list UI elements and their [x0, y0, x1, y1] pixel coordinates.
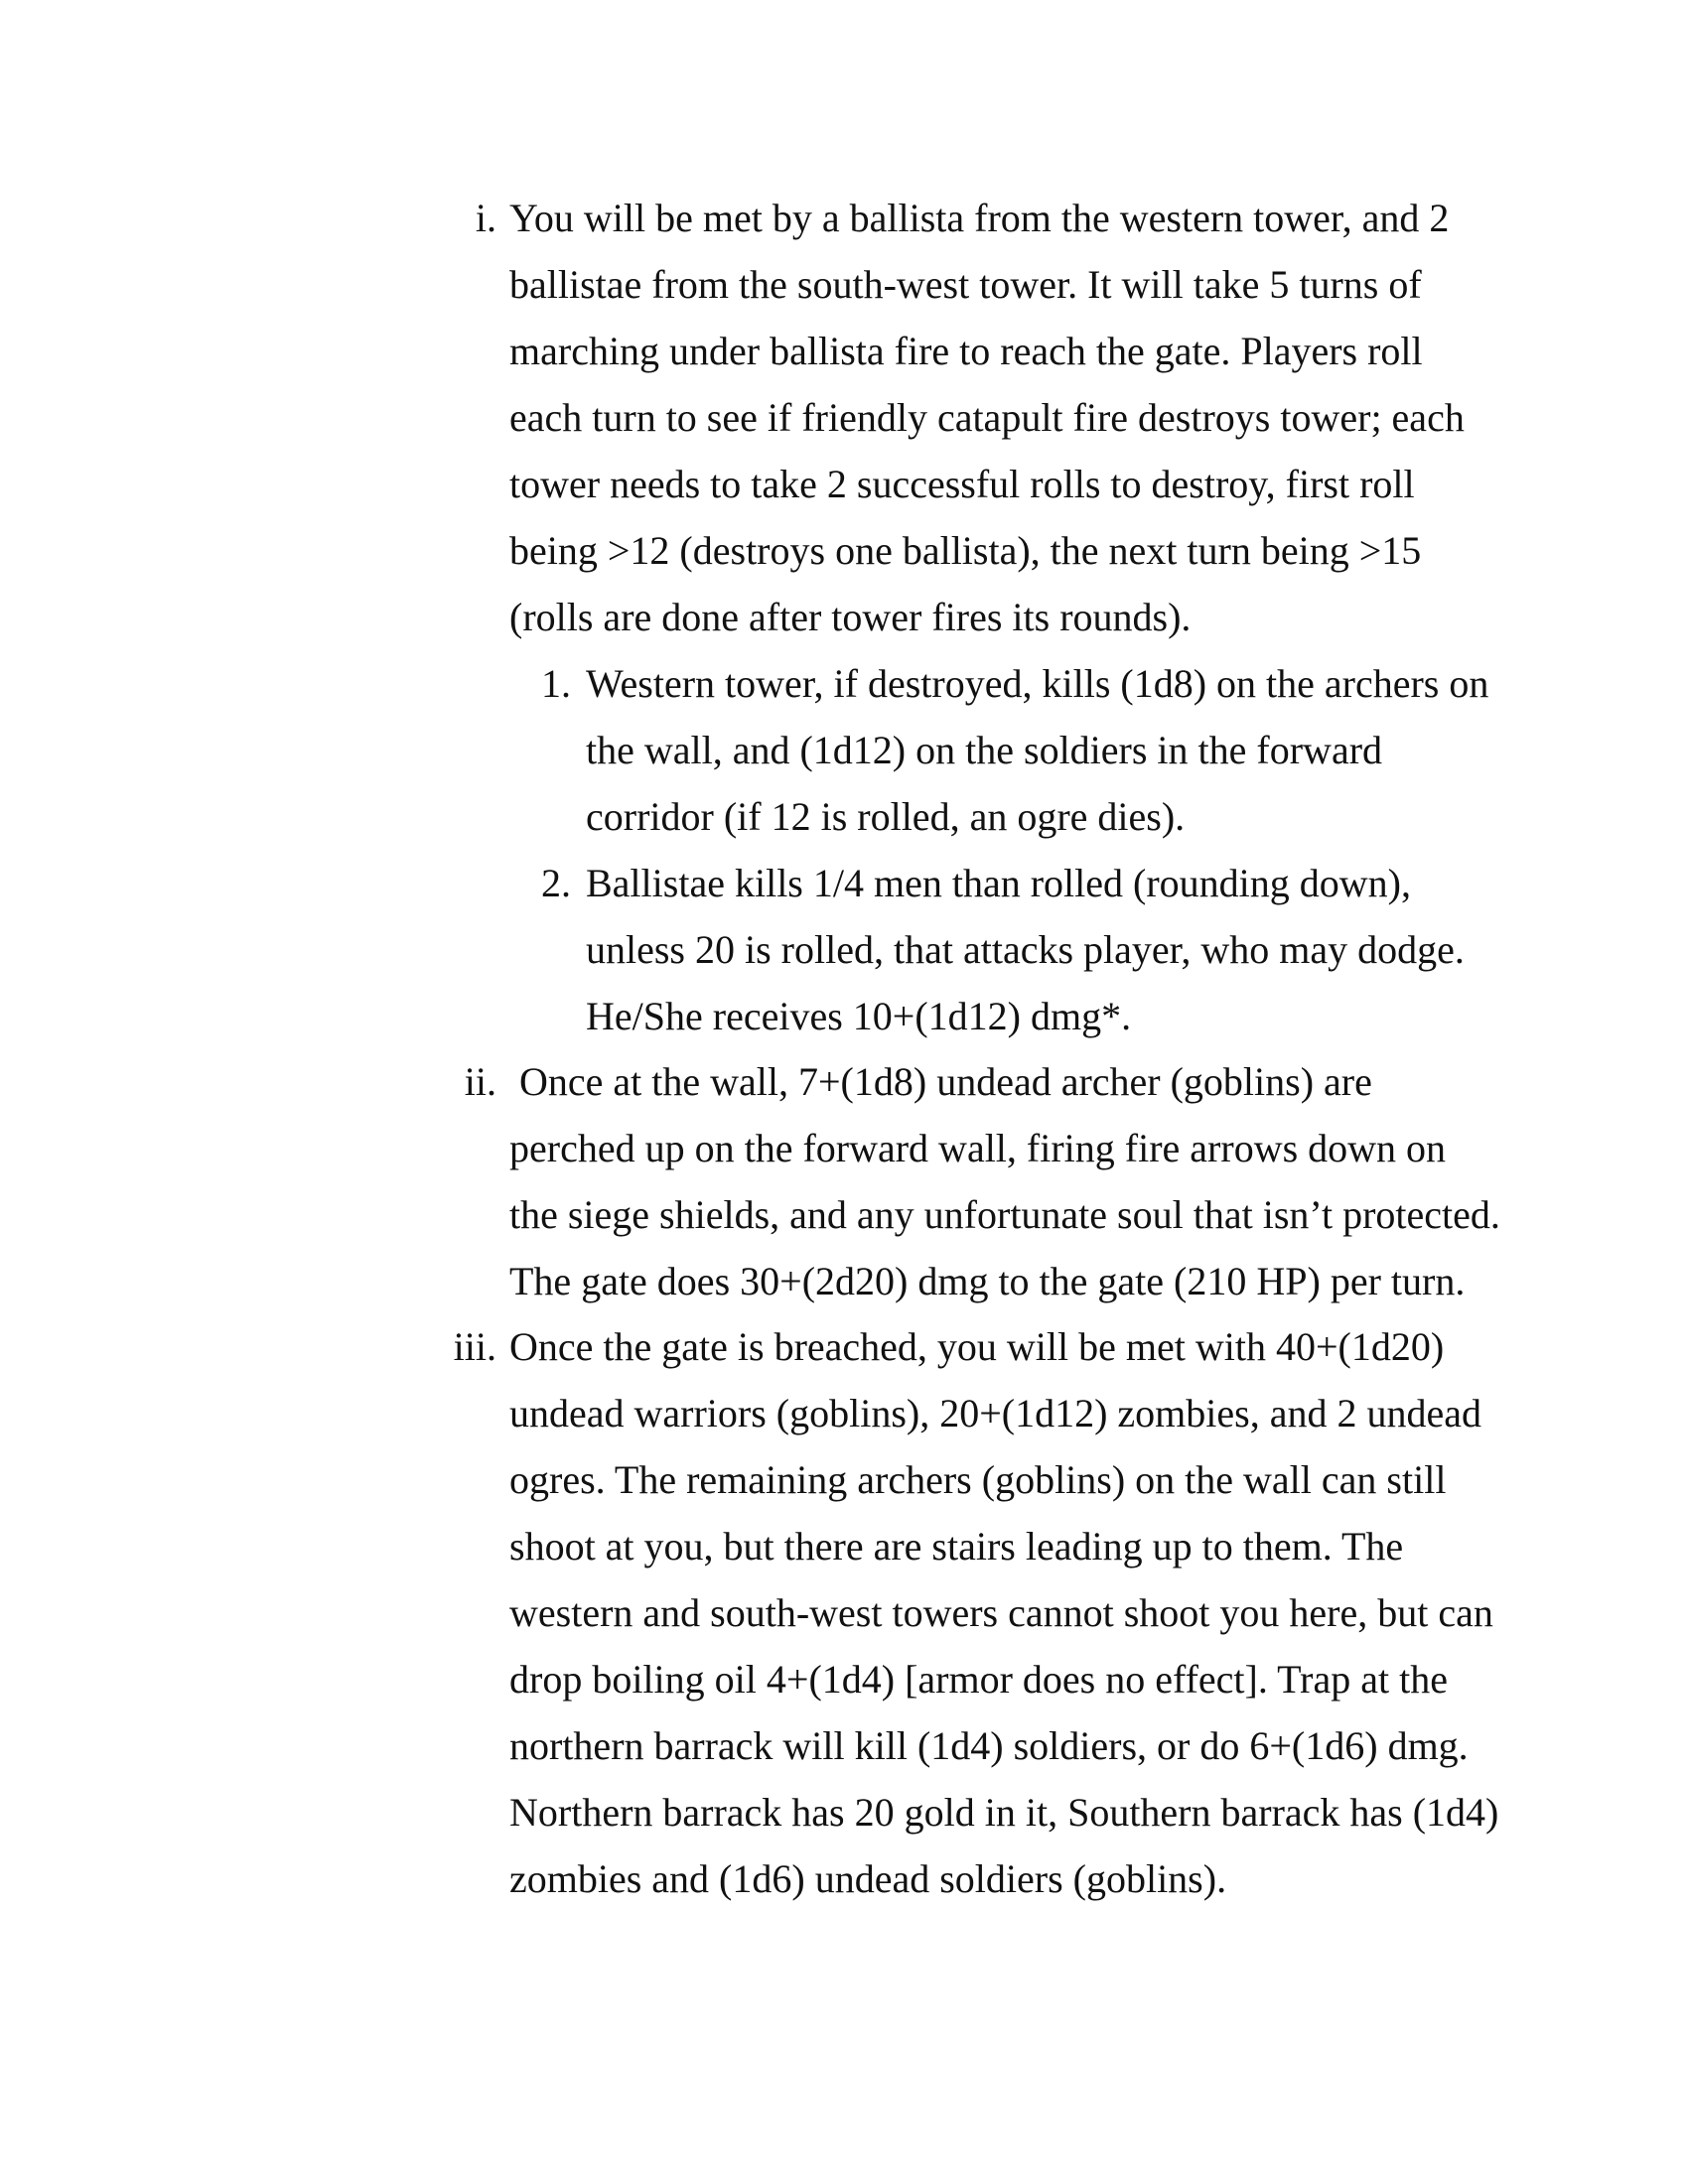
list-marker-ii: ii.: [464, 1059, 496, 1104]
list-item-i-text: You will be met by a ballista from the western tower, and 2 ballistae from the south-west tower. It will take 5 turns of marching under ballista fire to reach the gate. Players roll each turn to see if friendly catapult fire destroys tower; each tower needs to take 2 successful rolls to destroy, first roll being >12 (destroys one ballista), the next turn being >15 (rolls are done after tower fires its rounds).: [509, 196, 1475, 639]
sub-list-marker-2: 2.: [541, 861, 571, 905]
sub-list-marker-1: 1.: [541, 661, 571, 706]
list-item-iii-text: Once the gate is breached, you will be met with 40+(1d20) undead warriors (goblins), 20+(1d12) zombies, and 2 undead ogres. The remaining archers (goblins) on the wall can still shoot at you, but there are stairs leading up to them. The western and south-west towers cannot shoot you here, but can drop boiling oil 4+(1d4) [armor does no effect]. Trap at the northern barrack will kill (1d4) soldiers, or do 6+(1d6) dmg. Northern barrack has 20 gold in it, Southern barrack has (1d4) zombies and (1d6) undead soldiers (goblins).: [509, 1324, 1509, 1901]
list-item-ii-text: Once at the wall, 7+(1d8) undead archer (goblins) are perched up on the forward wall, firing fire arrows down on the siege shields, and any unfortunate soul that isn’t protected. The gate does 30+(2d20) dmg to the gate (210 HP) per turn.: [509, 1059, 1520, 1303]
list-marker-iii: iii.: [453, 1324, 496, 1369]
sub-list-item-1-text: Western tower, if destroyed, kills (1d8) on the archers on the wall, and (1d12) on the soldiers in the forward corridor (if 12 is rolled, an ogre dies).: [586, 661, 1499, 839]
list-marker-i: i.: [475, 196, 496, 240]
sub-list-item-2-text: Ballistae kills 1/4 men than rolled (rounding down), unless 20 is rolled, that attacks player, who may dodge. He/She receives 10+(1d12) dmg*.: [586, 861, 1475, 1038]
